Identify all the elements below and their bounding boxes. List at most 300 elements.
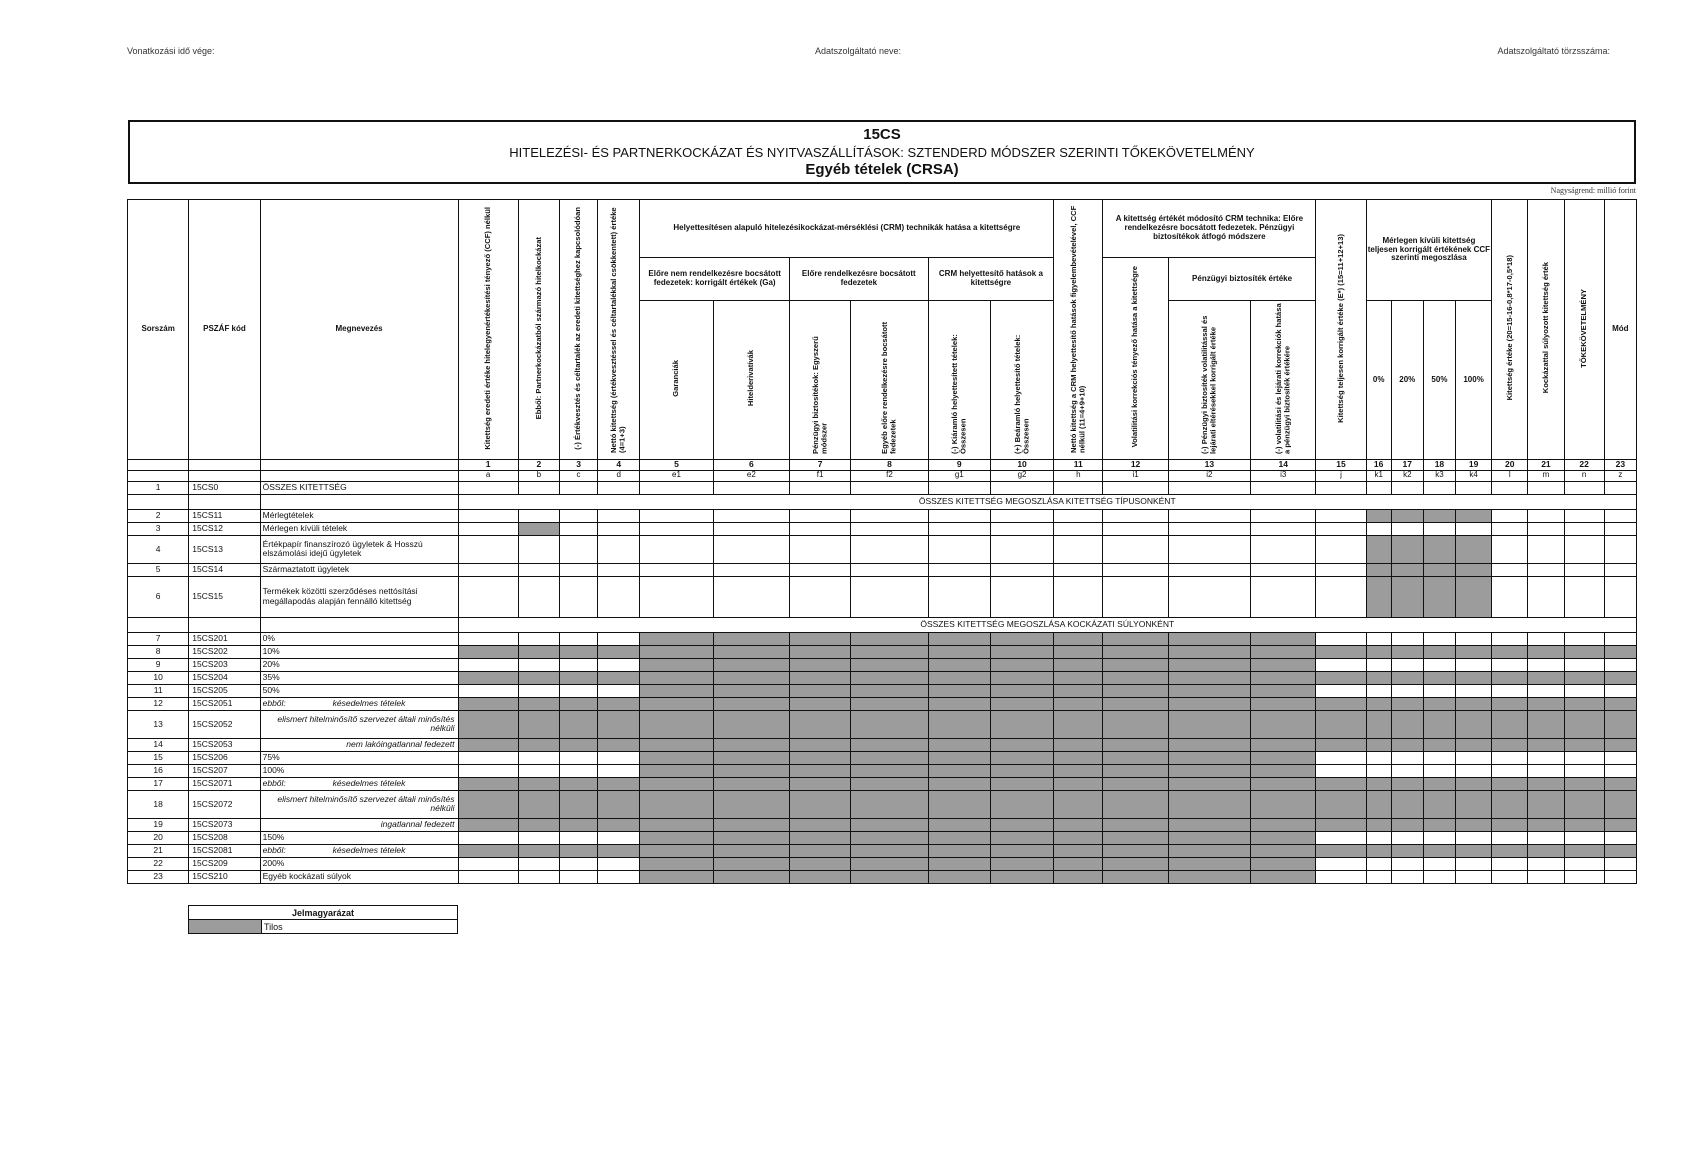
data-cell[interactable]	[1391, 870, 1423, 883]
data-cell[interactable]	[598, 535, 640, 563]
data-cell[interactable]	[559, 764, 597, 777]
forbidden-cell	[713, 671, 789, 684]
data-cell[interactable]	[1391, 857, 1423, 870]
data-cell[interactable]	[1604, 764, 1636, 777]
data-cell[interactable]	[1316, 684, 1366, 697]
data-cell[interactable]	[1251, 522, 1316, 535]
data-cell[interactable]	[1251, 535, 1316, 563]
data-cell[interactable]	[559, 751, 597, 764]
row-label: 20%	[260, 658, 458, 671]
data-cell[interactable]	[928, 522, 990, 535]
data-cell[interactable]	[1168, 522, 1250, 535]
data-cell[interactable]	[640, 576, 713, 617]
data-cell[interactable]	[1528, 509, 1564, 522]
data-cell[interactable]	[1492, 831, 1528, 844]
data-cell[interactable]	[1423, 751, 1455, 764]
data-cell[interactable]	[1316, 632, 1366, 645]
data-cell[interactable]	[928, 576, 990, 617]
data-cell[interactable]	[1054, 522, 1103, 535]
data-cell[interactable]	[458, 870, 518, 883]
data-cell[interactable]	[598, 563, 640, 576]
row-label-text: késedelmes tételek	[332, 845, 406, 856]
data-cell[interactable]	[559, 509, 597, 522]
data-cell[interactable]	[1492, 576, 1528, 617]
table-row	[128, 632, 1637, 645]
data-cell[interactable]	[1251, 563, 1316, 576]
data-cell[interactable]	[640, 522, 713, 535]
data-cell[interactable]	[1492, 509, 1528, 522]
data-cell[interactable]	[1604, 535, 1636, 563]
data-cell[interactable]	[1391, 831, 1423, 844]
forbidden-cell	[851, 844, 928, 857]
data-cell[interactable]	[1528, 658, 1564, 671]
data-cell[interactable]	[1423, 522, 1455, 535]
data-cell[interactable]	[1391, 632, 1423, 645]
data-cell[interactable]	[518, 576, 559, 617]
forbidden-cell	[1528, 777, 1564, 790]
data-cell[interactable]	[1054, 535, 1103, 563]
data-cell[interactable]	[1492, 684, 1528, 697]
forbidden-cell	[713, 844, 789, 857]
data-cell[interactable]	[458, 831, 518, 844]
data-cell[interactable]	[1528, 535, 1564, 563]
forbidden-cell	[1423, 645, 1455, 658]
data-cell[interactable]	[518, 535, 559, 563]
data-cell[interactable]	[1423, 684, 1455, 697]
row-code: 15CS2073	[189, 818, 260, 831]
data-cell[interactable]	[990, 535, 1053, 563]
col-megnevezes: Megnevezés	[260, 200, 458, 460]
data-cell[interactable]	[713, 563, 789, 576]
data-cell[interactable]	[598, 870, 640, 883]
data-cell[interactable]	[990, 576, 1053, 617]
data-cell[interactable]	[1391, 658, 1423, 671]
data-cell[interactable]	[598, 764, 640, 777]
data-cell[interactable]	[1456, 751, 1492, 764]
data-cell[interactable]	[1492, 522, 1528, 535]
data-cell[interactable]	[851, 481, 928, 494]
forbidden-cell	[640, 790, 713, 818]
data-cell[interactable]	[518, 857, 559, 870]
data-cell[interactable]	[1316, 535, 1366, 563]
data-cell[interactable]	[1528, 481, 1564, 494]
data-cell[interactable]	[1423, 658, 1455, 671]
data-cell[interactable]	[1391, 684, 1423, 697]
data-cell[interactable]	[790, 563, 851, 576]
col-22: TŐKEKÖVETELMÉNY	[1564, 200, 1604, 460]
table-row	[128, 535, 1637, 563]
data-cell[interactable]	[1604, 857, 1636, 870]
data-cell[interactable]	[559, 658, 597, 671]
data-cell[interactable]	[1316, 481, 1366, 494]
forbidden-cell	[713, 777, 789, 790]
forbidden-cell	[851, 764, 928, 777]
data-cell[interactable]	[990, 522, 1053, 535]
data-cell[interactable]	[1564, 857, 1604, 870]
data-cell[interactable]	[1456, 481, 1492, 494]
forbidden-cell	[990, 777, 1053, 790]
data-cell[interactable]	[1528, 764, 1564, 777]
data-cell[interactable]	[1054, 576, 1103, 617]
data-cell[interactable]	[1492, 632, 1528, 645]
data-cell[interactable]	[790, 481, 851, 494]
data-cell[interactable]	[928, 535, 990, 563]
forbidden-cell	[1391, 509, 1423, 522]
data-cell[interactable]	[518, 509, 559, 522]
data-cell[interactable]	[1316, 831, 1366, 844]
data-cell[interactable]	[598, 831, 640, 844]
data-cell[interactable]	[1316, 857, 1366, 870]
data-cell[interactable]	[559, 684, 597, 697]
forbidden-cell	[851, 684, 928, 697]
data-cell[interactable]	[640, 535, 713, 563]
table-row	[128, 777, 1637, 790]
data-cell[interactable]	[1103, 576, 1168, 617]
data-cell[interactable]	[458, 481, 518, 494]
data-cell[interactable]	[1316, 751, 1366, 764]
data-cell[interactable]	[598, 509, 640, 522]
row-number: 4	[128, 535, 189, 563]
data-cell[interactable]	[1528, 751, 1564, 764]
data-cell[interactable]	[518, 764, 559, 777]
forbidden-cell	[1251, 831, 1316, 844]
data-cell[interactable]	[1564, 481, 1604, 494]
data-cell[interactable]	[640, 563, 713, 576]
forbidden-cell	[1168, 857, 1250, 870]
data-cell[interactable]	[559, 563, 597, 576]
data-cell[interactable]	[1604, 509, 1636, 522]
data-cell[interactable]	[1316, 509, 1366, 522]
data-cell[interactable]	[1366, 481, 1391, 494]
forbidden-cell	[1391, 671, 1423, 684]
data-cell[interactable]	[790, 509, 851, 522]
data-cell[interactable]	[559, 870, 597, 883]
data-cell[interactable]	[1054, 509, 1103, 522]
data-cell[interactable]	[1251, 481, 1316, 494]
data-cell[interactable]	[1316, 563, 1366, 576]
forbidden-cell	[1456, 738, 1492, 751]
data-cell[interactable]	[1391, 751, 1423, 764]
data-cell[interactable]	[518, 632, 559, 645]
data-cell[interactable]	[928, 509, 990, 522]
data-cell[interactable]	[1492, 870, 1528, 883]
data-cell[interactable]	[458, 535, 518, 563]
data-cell[interactable]	[518, 563, 559, 576]
data-cell[interactable]	[1316, 870, 1366, 883]
data-cell[interactable]	[1054, 481, 1103, 494]
forbidden-cell	[1103, 857, 1168, 870]
data-cell[interactable]	[1456, 831, 1492, 844]
data-cell[interactable]	[1604, 658, 1636, 671]
data-cell[interactable]	[458, 684, 518, 697]
data-cell[interactable]	[1423, 481, 1455, 494]
data-cell[interactable]	[990, 481, 1053, 494]
data-cell[interactable]	[458, 857, 518, 870]
data-cell[interactable]	[1456, 522, 1492, 535]
data-cell[interactable]	[1423, 857, 1455, 870]
data-cell[interactable]	[1528, 576, 1564, 617]
data-cell[interactable]	[1456, 857, 1492, 870]
data-cell[interactable]	[851, 576, 928, 617]
data-cell[interactable]	[1492, 481, 1528, 494]
data-cell[interactable]	[518, 831, 559, 844]
forbidden-cell	[1564, 790, 1604, 818]
forbidden-cell	[640, 818, 713, 831]
forbidden-cell	[851, 738, 928, 751]
data-cell[interactable]	[1564, 509, 1604, 522]
data-cell[interactable]	[1528, 831, 1564, 844]
data-cell[interactable]	[518, 870, 559, 883]
row-code: 15CS201	[189, 632, 260, 645]
data-cell[interactable]	[458, 563, 518, 576]
forbidden-cell	[1168, 818, 1250, 831]
data-cell[interactable]	[598, 658, 640, 671]
forbidden-cell	[1391, 844, 1423, 857]
data-cell[interactable]	[1456, 764, 1492, 777]
data-cell[interactable]	[1423, 870, 1455, 883]
data-cell[interactable]	[1366, 658, 1391, 671]
row-number: 9	[128, 658, 189, 671]
data-cell[interactable]	[1604, 481, 1636, 494]
data-cell[interactable]	[1391, 481, 1423, 494]
data-cell[interactable]	[1168, 509, 1250, 522]
data-cell[interactable]	[1564, 764, 1604, 777]
data-cell[interactable]	[598, 632, 640, 645]
data-cell[interactable]	[1168, 576, 1250, 617]
col-letter-cell: i3	[1251, 470, 1316, 481]
data-cell[interactable]	[598, 576, 640, 617]
data-cell[interactable]	[640, 481, 713, 494]
data-cell[interactable]	[928, 563, 990, 576]
forbidden-cell	[1492, 777, 1528, 790]
data-cell[interactable]	[458, 751, 518, 764]
data-cell[interactable]	[1564, 658, 1604, 671]
forbidden-cell	[1423, 738, 1455, 751]
data-cell[interactable]	[713, 535, 789, 563]
data-cell[interactable]	[1366, 522, 1391, 535]
data-cell[interactable]	[518, 684, 559, 697]
data-cell[interactable]	[559, 831, 597, 844]
row-code: 15CS15	[189, 576, 260, 617]
row-label-text: késedelmes tételek	[332, 778, 406, 789]
data-cell[interactable]	[458, 632, 518, 645]
forbidden-cell	[1564, 645, 1604, 658]
data-cell[interactable]	[1604, 632, 1636, 645]
data-cell[interactable]	[790, 576, 851, 617]
data-cell[interactable]	[559, 857, 597, 870]
data-cell[interactable]	[1528, 522, 1564, 535]
data-cell[interactable]	[1564, 632, 1604, 645]
data-cell[interactable]	[1316, 764, 1366, 777]
data-cell[interactable]	[1423, 632, 1455, 645]
data-cell[interactable]	[1168, 481, 1250, 494]
data-cell[interactable]	[1103, 509, 1168, 522]
data-cell[interactable]	[1366, 684, 1391, 697]
data-cell[interactable]	[458, 522, 518, 535]
forbidden-cell	[1492, 844, 1528, 857]
data-cell[interactable]	[1168, 535, 1250, 563]
data-cell[interactable]	[1316, 658, 1366, 671]
table-row	[128, 563, 1637, 576]
col-11: Nettó kitettség a CRM helyettesítő hatások figyelembevételével, CCF nélkül (11=4+9+10)	[1054, 200, 1103, 460]
data-cell[interactable]	[1456, 632, 1492, 645]
data-cell[interactable]	[559, 522, 597, 535]
data-cell[interactable]	[1492, 857, 1528, 870]
forbidden-cell	[1366, 563, 1391, 576]
data-cell[interactable]	[713, 509, 789, 522]
data-cell[interactable]	[713, 576, 789, 617]
data-cell[interactable]	[1604, 831, 1636, 844]
data-cell[interactable]	[1456, 870, 1492, 883]
data-cell[interactable]	[1564, 522, 1604, 535]
forbidden-cell	[990, 632, 1053, 645]
forbidden-cell	[713, 658, 789, 671]
data-cell[interactable]	[1103, 481, 1168, 494]
data-cell[interactable]	[1564, 576, 1604, 617]
data-cell[interactable]	[713, 522, 789, 535]
forbidden-cell	[1168, 844, 1250, 857]
legend-title: Jelmagyarázat	[189, 906, 458, 920]
data-cell[interactable]	[851, 563, 928, 576]
col-letter-cell: e1	[640, 470, 713, 481]
data-cell[interactable]	[1316, 576, 1366, 617]
data-cell[interactable]	[1391, 764, 1423, 777]
data-cell[interactable]	[1564, 563, 1604, 576]
forbidden-cell	[1423, 818, 1455, 831]
row-number: 15	[128, 751, 189, 764]
data-cell[interactable]	[1528, 857, 1564, 870]
data-cell[interactable]	[1251, 576, 1316, 617]
data-cell[interactable]	[1054, 563, 1103, 576]
data-cell[interactable]	[1528, 563, 1564, 576]
column-letter-row	[128, 470, 1637, 481]
data-cell[interactable]	[1103, 563, 1168, 576]
data-cell[interactable]	[851, 509, 928, 522]
data-cell[interactable]	[990, 509, 1053, 522]
data-cell[interactable]	[1564, 751, 1604, 764]
table-row	[128, 790, 1637, 818]
data-cell[interactable]	[1423, 764, 1455, 777]
data-cell[interactable]	[1366, 751, 1391, 764]
data-cell[interactable]	[458, 576, 518, 617]
data-cell[interactable]	[1492, 751, 1528, 764]
data-cell[interactable]	[1366, 870, 1391, 883]
forbidden-cell	[1251, 671, 1316, 684]
table-row	[128, 751, 1637, 764]
forbidden-cell	[1528, 671, 1564, 684]
data-cell[interactable]	[1316, 522, 1366, 535]
forbidden-cell	[1054, 870, 1103, 883]
data-cell[interactable]	[518, 751, 559, 764]
data-cell[interactable]	[1528, 632, 1564, 645]
forbidden-cell	[1423, 576, 1455, 617]
data-cell[interactable]	[1528, 684, 1564, 697]
forbidden-cell	[640, 738, 713, 751]
data-cell[interactable]	[1492, 764, 1528, 777]
forbidden-cell	[990, 645, 1053, 658]
data-cell[interactable]	[598, 751, 640, 764]
data-cell[interactable]	[559, 576, 597, 617]
data-cell[interactable]	[928, 481, 990, 494]
row-number: 19	[128, 818, 189, 831]
data-cell[interactable]	[1366, 857, 1391, 870]
data-cell[interactable]	[598, 684, 640, 697]
data-cell[interactable]	[851, 522, 928, 535]
data-cell[interactable]	[1528, 870, 1564, 883]
data-cell[interactable]	[518, 481, 559, 494]
col-9: (-) Kiáramló helyettesített tételek: Összesen	[928, 301, 990, 460]
data-cell[interactable]	[559, 481, 597, 494]
data-cell[interactable]	[458, 764, 518, 777]
data-cell[interactable]	[790, 522, 851, 535]
data-cell[interactable]	[518, 658, 559, 671]
data-cell[interactable]	[640, 509, 713, 522]
data-cell[interactable]	[1251, 509, 1316, 522]
data-cell[interactable]	[1564, 535, 1604, 563]
data-cell[interactable]	[851, 535, 928, 563]
forbidden-cell	[1168, 831, 1250, 844]
data-cell[interactable]	[559, 535, 597, 563]
data-cell[interactable]	[1564, 831, 1604, 844]
row-code: 15CS2081	[189, 844, 260, 857]
data-cell[interactable]	[1604, 684, 1636, 697]
data-cell[interactable]	[598, 857, 640, 870]
data-cell[interactable]	[1604, 563, 1636, 576]
data-cell[interactable]	[1168, 563, 1250, 576]
data-cell[interactable]	[598, 522, 640, 535]
data-cell[interactable]	[1604, 751, 1636, 764]
data-cell[interactable]	[1604, 576, 1636, 617]
data-cell[interactable]	[1366, 632, 1391, 645]
data-cell[interactable]	[1492, 535, 1528, 563]
data-cell[interactable]	[790, 535, 851, 563]
forbidden-cell	[851, 831, 928, 844]
forbidden-cell	[598, 777, 640, 790]
data-cell[interactable]	[1456, 658, 1492, 671]
data-cell[interactable]	[1456, 684, 1492, 697]
data-cell[interactable]	[1604, 870, 1636, 883]
data-cell[interactable]	[1604, 522, 1636, 535]
data-cell[interactable]	[1391, 522, 1423, 535]
row-label: 50%	[260, 684, 458, 697]
data-cell[interactable]	[1366, 764, 1391, 777]
forbidden-cell	[928, 738, 990, 751]
forbidden-cell	[1528, 844, 1564, 857]
col-letter-cell: i2	[1168, 470, 1250, 481]
col-12: Volatilitási korrekciós tényező hatása a kitettségre	[1103, 258, 1168, 460]
col-number-cell: 22	[1564, 459, 1604, 470]
data-cell[interactable]	[1366, 831, 1391, 844]
data-cell[interactable]	[1492, 658, 1528, 671]
forbidden-cell	[990, 790, 1053, 818]
data-cell[interactable]	[713, 481, 789, 494]
data-cell[interactable]	[598, 481, 640, 494]
data-cell[interactable]	[990, 563, 1053, 576]
forbidden-cell	[1366, 671, 1391, 684]
data-cell[interactable]	[1564, 870, 1604, 883]
data-cell[interactable]	[1103, 535, 1168, 563]
data-cell[interactable]	[1103, 522, 1168, 535]
data-cell[interactable]	[1492, 563, 1528, 576]
data-cell[interactable]	[559, 632, 597, 645]
data-cell[interactable]	[458, 509, 518, 522]
forbidden-cell	[1423, 509, 1455, 522]
data-cell[interactable]	[1423, 831, 1455, 844]
data-cell[interactable]	[1564, 684, 1604, 697]
forbidden-cell	[1564, 777, 1604, 790]
data-cell[interactable]	[458, 658, 518, 671]
col-19: 100%	[1456, 301, 1492, 460]
